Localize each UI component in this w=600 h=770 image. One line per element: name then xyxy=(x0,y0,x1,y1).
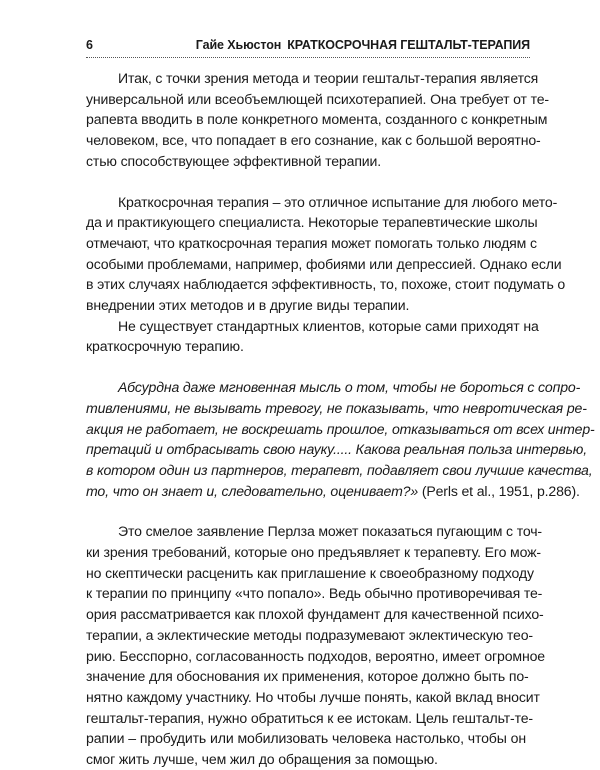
text-line: да и практикующего специалиста. Некоторые терапевтические школы xyxy=(86,214,538,231)
running-title xyxy=(190,38,530,52)
quote-line: претаций и отбрасывать свою науку..... Какова реальная польза интервью, xyxy=(86,441,587,458)
text-line: ория рассматривается как плохой фундамент для качественной психо- xyxy=(86,606,544,623)
text-line: Это смелое заявление Перлза может показаться пугающим с точ- xyxy=(118,523,542,540)
text-line: к терапии по принципу «что попало». Ведь обычно противоречивая те- xyxy=(86,585,543,602)
text-line: человеком, все, что попадает в его сознание, как с большой вероятно- xyxy=(86,132,541,149)
text-line: гештальт-терапия, нужно обратиться к ее истокам. Цель гештальт-те- xyxy=(86,709,533,726)
paragraph xyxy=(86,521,545,769)
text-line: краткосрочную терапию. xyxy=(86,338,244,355)
text-line: отмечают, что краткосрочная терапия может помогать только людям с xyxy=(86,234,537,251)
block-quote xyxy=(86,377,595,501)
quote-line: Абсурдна даже мгновенная мысль о том, чтобы не бороться с сопро- xyxy=(118,379,581,396)
paragraph-gap xyxy=(86,501,526,521)
text-line: рапии – пробудить или мобилизовать человека настолько, чтобы он xyxy=(86,730,526,747)
text-line: Итак, с точки зрения метода и теории гештальт-терапия является xyxy=(118,70,539,86)
page-body xyxy=(86,68,595,770)
quote-line-text: то, что он знает и, следовательно, оценивает?» xyxy=(86,482,419,499)
citation: (Perls et al., 1951, p.286). xyxy=(421,482,580,499)
text-line: значение для обоснования их применения, которое должно быть по- xyxy=(86,668,529,685)
text-line: смог жить лучше, чем жил до обращения за помощью. xyxy=(86,751,438,768)
text-line: особыми проблемами, например, фобиями или депрессией. Однако если xyxy=(86,255,562,272)
text-line: но скептически расценить как приглашение к своеобразному подходу xyxy=(86,564,534,581)
paragraph xyxy=(86,192,566,316)
paragraph xyxy=(86,316,539,357)
text-line: рапевта вводить в поле конкретного момента, созданного с конкретным xyxy=(86,111,548,128)
text-line: стью способствующее эффективной терапии. xyxy=(86,152,382,169)
text-line: нятно каждому участнику. Но чтобы лучше понять, какой вклад вносит xyxy=(86,688,540,705)
text-line: в этих случаях наблюдается эффективность, то, похоже, стоит подумать о xyxy=(86,276,566,293)
paragraph-gap xyxy=(86,172,526,192)
quote-line: в котором один из партнеров, терапевт, подавляет свои лучшие качества, xyxy=(86,461,593,478)
quote-line: тивлениями, не вызывать тревогу, не показывать, что невротическая ре- xyxy=(86,399,587,416)
text-line: терапии, а эклектические методы подразумевают эклектическую тео- xyxy=(86,626,533,643)
paragraph-gap xyxy=(86,357,526,377)
header-author: Гайе Хьюстон xyxy=(195,38,282,52)
text-line: Не существует стандартных клиентов, которые сами приходят на xyxy=(118,317,539,334)
paragraph xyxy=(86,68,549,172)
header-divider xyxy=(86,57,530,58)
text-line: ки зрения требований, которые оно предъявляет к терапевту. Его мож- xyxy=(86,544,541,561)
text-line: универсальной или всеобъемлющей психотерапией. Она требует от те- xyxy=(86,90,549,107)
text-line: Краткосрочная терапия – это отличное испытание для любого мето- xyxy=(118,193,558,210)
quote-line xyxy=(86,481,580,502)
quote-line: акция не работает, не воскрешать прошлое, отказываться от всех интер- xyxy=(86,420,595,437)
text-line: рию. Бесспорно, согласованность подходов, вероятно, имеет огромное xyxy=(86,647,545,664)
page-number: 6 xyxy=(86,38,93,52)
header-title: КРАТКОСРОЧНАЯ ГЕШТАЛЬТ-ТЕРАПИЯ xyxy=(287,38,530,52)
text-line: внедрении этих методов и в другие виды терапии. xyxy=(86,297,410,314)
